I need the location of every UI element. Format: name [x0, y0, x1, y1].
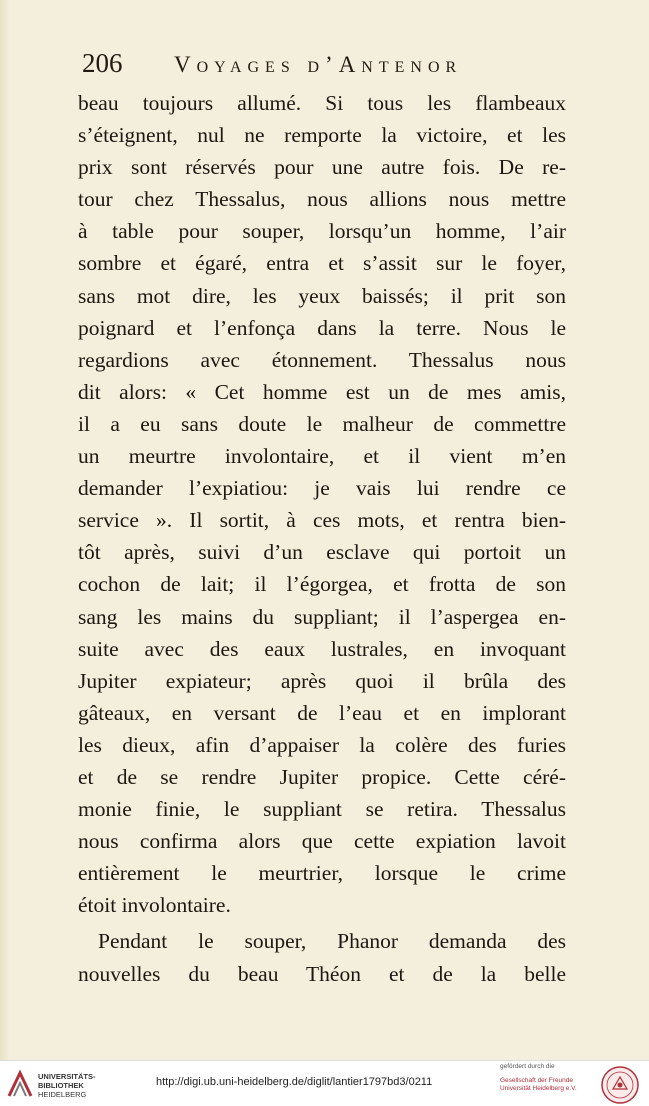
library-name-line: HEIDELBERG	[38, 1090, 87, 1099]
text-line: sombre et égaré, entra et s’assit sur le foyer,	[78, 251, 566, 276]
text-line: à table pour souper, lorsqu’un homme, l’air	[78, 219, 566, 244]
text-line: monie finie, le suppliant se retira. Thessalus	[78, 797, 566, 822]
text-line: demander l’expiatiou: je vais lui rendre ce	[78, 476, 566, 501]
text-line: prix sont réservés pour une autre fois. De re-	[78, 155, 566, 180]
library-name-line: BIBLIOTHEK	[38, 1081, 84, 1090]
text-line: beau toujours allumé. Si tous les flambeaux	[78, 91, 566, 115]
sponsor-name-line: Universität Heidelberg e.V.	[500, 1085, 577, 1092]
text-line: poignard et l’enfonça dans la terre. Nous le	[78, 315, 566, 340]
permalink-url[interactable]: http://digi.ub.uni-heidelberg.de/diglit/lantier1797bd3/0211	[156, 1076, 433, 1088]
text-line: dit alors: « Cet homme est un de mes amis,	[78, 379, 566, 404]
text-line: étoit involontaire.	[78, 893, 231, 918]
sponsor-label: gefördert durch die	[500, 1063, 555, 1070]
text-line: et de se rendre Jupiter propice. Cette céré-	[78, 764, 566, 789]
text-line: cochon de lait; il l’égorgea, et frotta de son	[78, 572, 566, 597]
page-edge-shadow	[0, 0, 10, 1060]
text-line: gâteaux, en versant de l’eau et en implorant	[78, 700, 566, 725]
page-number: 206	[82, 48, 123, 78]
sponsor-name-line: Gesellschaft der Freunde	[500, 1077, 573, 1084]
text-line: Jupiter expiateur; après quoi il brûla des	[78, 668, 566, 693]
library-emblem-icon	[6, 1069, 34, 1099]
running-head	[82, 46, 562, 82]
viewer-footer	[0, 1060, 649, 1106]
text-line: suite avec des eaux lustrales, en invoquant	[78, 636, 566, 661]
society-seal-icon[interactable]	[600, 1065, 640, 1105]
text-line: sang les mains du suppliant; il l’aspergea en-	[78, 604, 566, 629]
text-line: un meurtre involontaire, et il vient m’en	[78, 444, 566, 469]
text-line: sans mot dire, les yeux baissés; il prit son	[78, 283, 566, 308]
sponsor-block[interactable]	[500, 1063, 596, 1093]
text-line: tour chez Thessalus, nous allions nous mettre	[78, 187, 566, 212]
text-line: regardions avec étonnement. Thessalus nous	[78, 347, 566, 372]
text-line: entièrement le meurtrier, lorsque le crime	[78, 861, 566, 886]
library-name-line: UNIVERSITÄTS-	[38, 1072, 96, 1081]
text-line: il a eu sans doute le malheur de commettre	[78, 411, 566, 436]
library-name	[38, 1072, 96, 1099]
text-line: nouvelles du beau Théon et de la belle	[78, 961, 566, 986]
text-line: tôt après, suivi d’un esclave qui portoit un	[78, 540, 566, 565]
text-line: les dieux, afin d’appaiser la colère des furies	[78, 732, 566, 757]
text-line: Pendant le souper, Phanor demanda des	[98, 929, 566, 954]
running-title: Voyages d’Antenor	[174, 52, 463, 77]
body-text	[78, 87, 566, 990]
text-line: s’éteignent, nul ne remporte la victoire, et les	[78, 123, 566, 148]
library-logo[interactable]	[6, 1069, 106, 1101]
text-line: nous confirma alors que cette expiation lavoit	[78, 829, 566, 854]
text-line: service ». Il sortit, à ces mots, et rentra bien-	[78, 508, 566, 533]
